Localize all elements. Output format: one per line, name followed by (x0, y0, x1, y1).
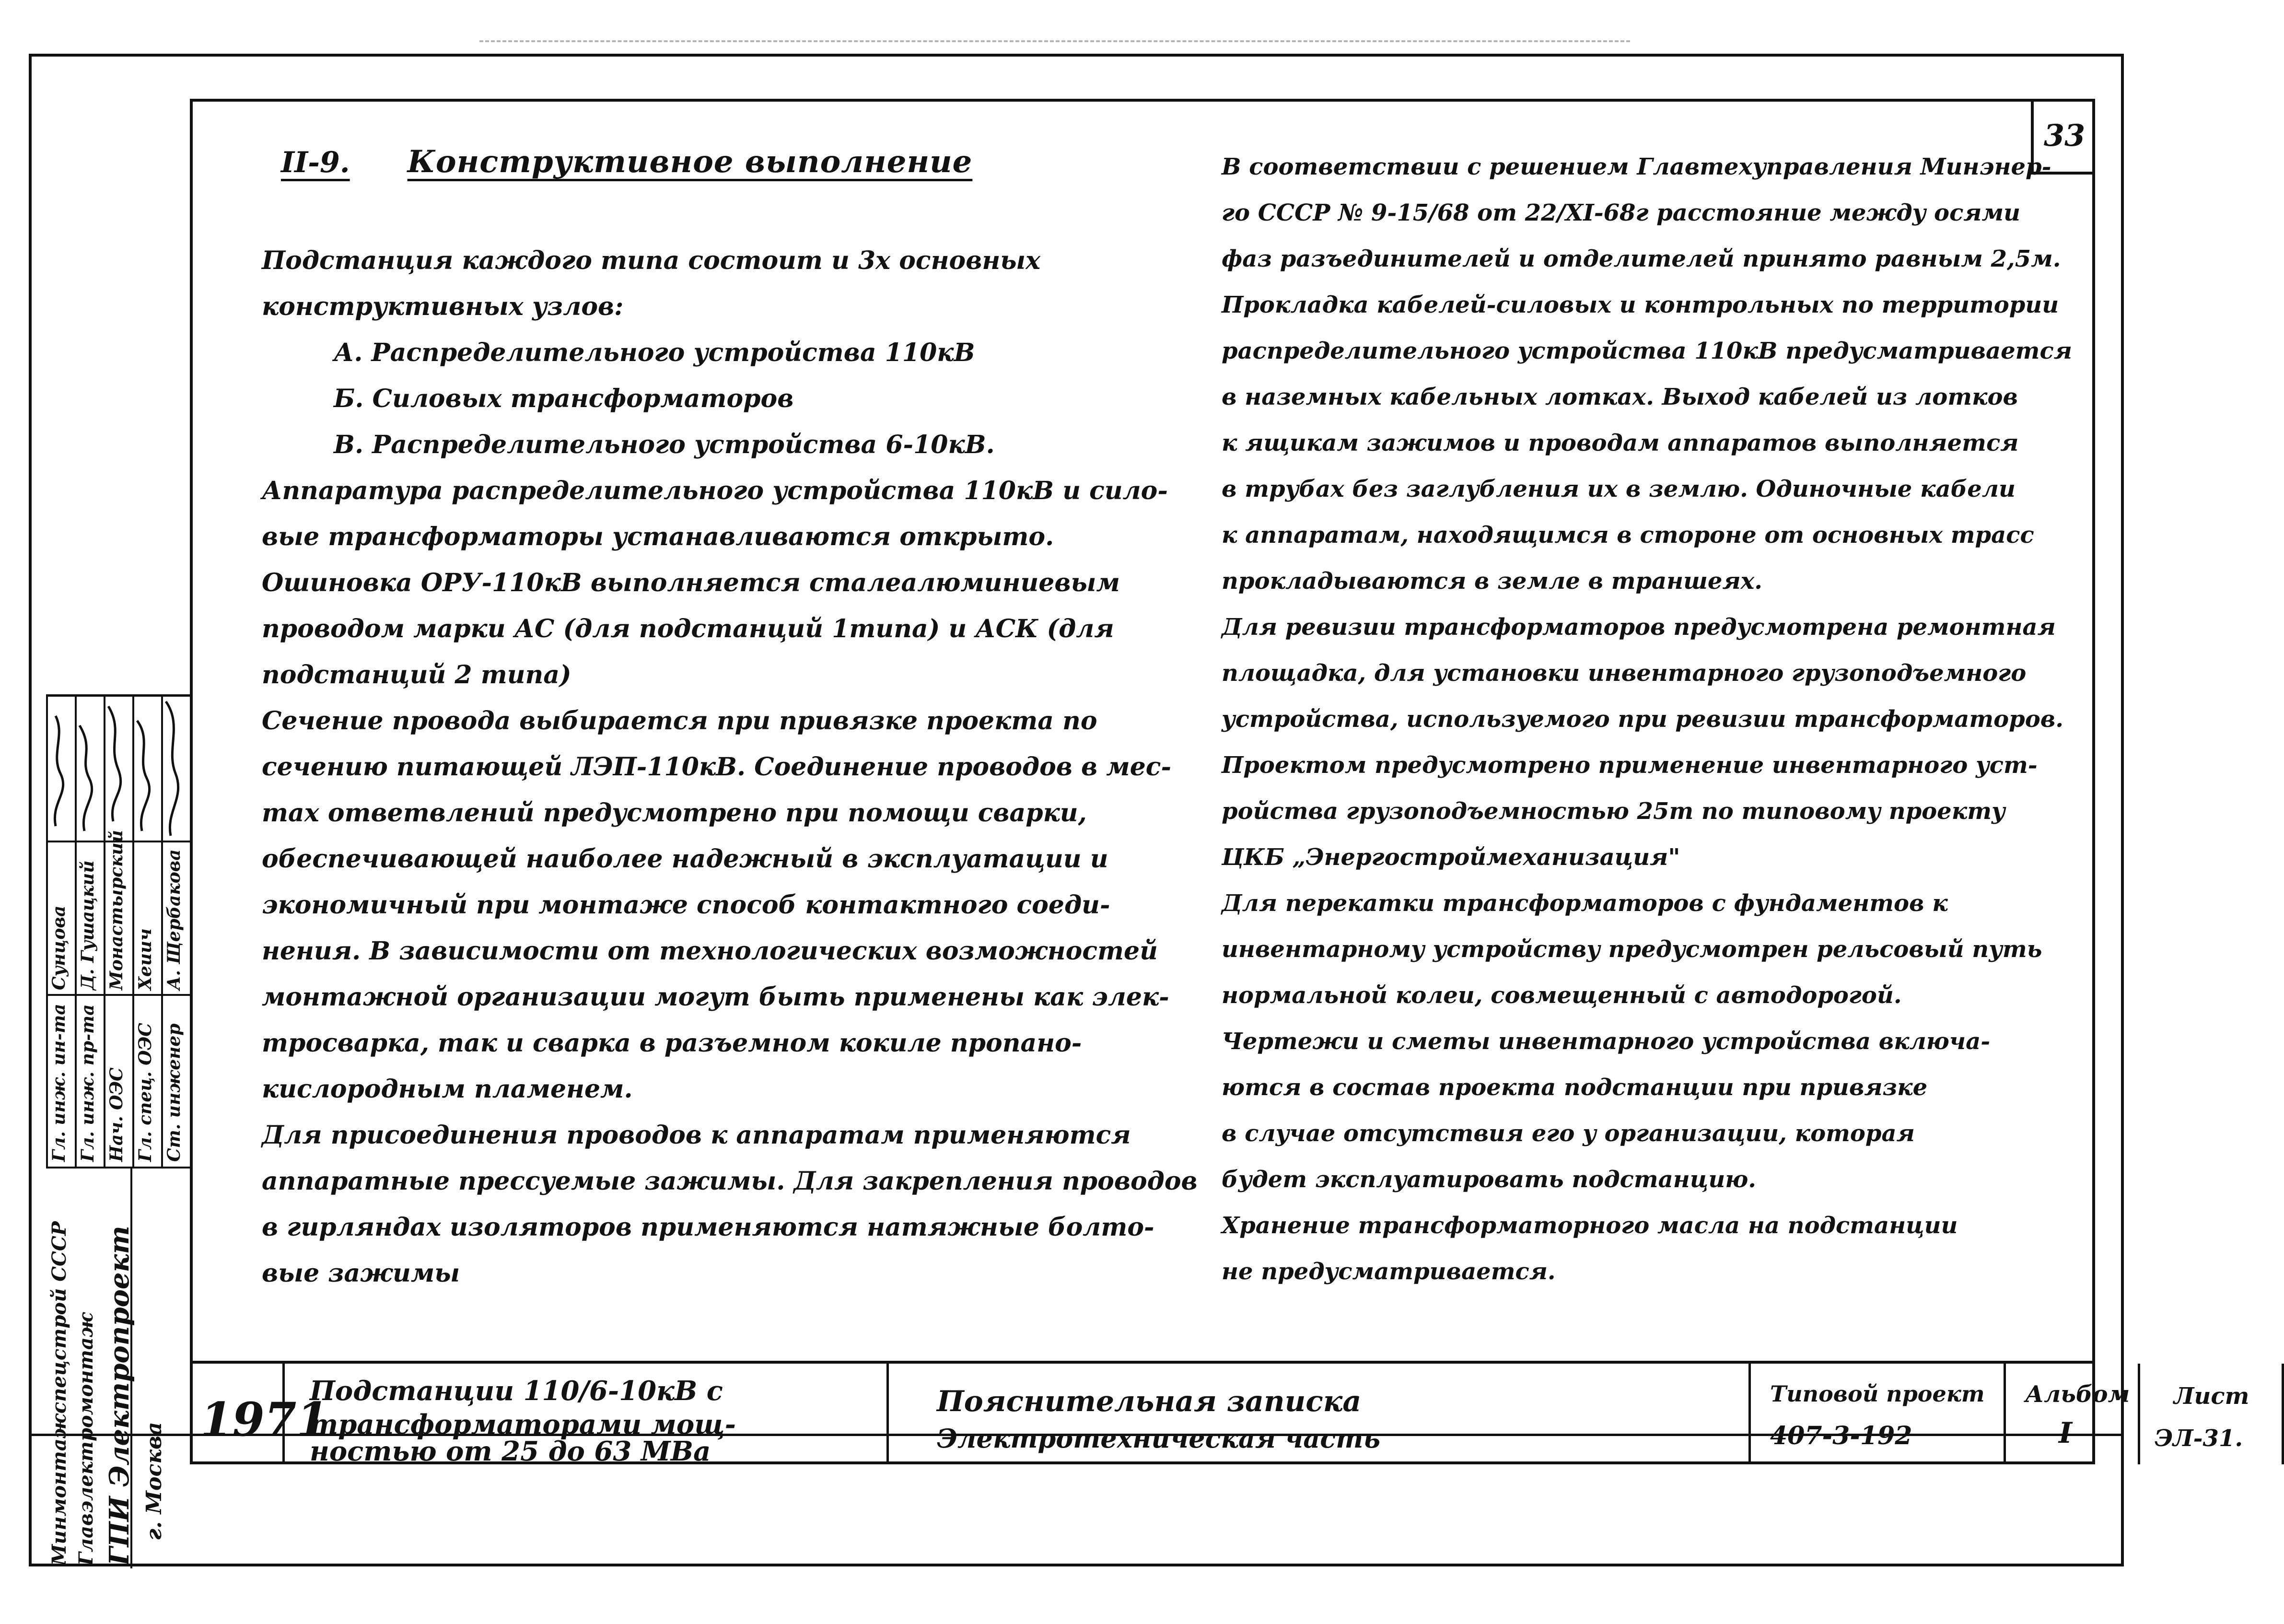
right-text-column (1222, 144, 2072, 1295)
text-line: кислородным пламенем. (262, 1075, 633, 1104)
project-label: Типовой проект (1770, 1381, 1985, 1407)
stamp-org-ministry: Минмонтажспецстрой СССР (48, 1221, 70, 1566)
text-line: прокладываются в земле в траншеях. (1222, 568, 1762, 595)
text-line: тах ответвлений предусмотрено при помощи сварки, (262, 798, 1087, 828)
text-line: Б. Силовых трансформаторов (334, 384, 794, 413)
stamp-role: Гл. спец. ОЭС (135, 1023, 155, 1162)
section-title: Конструктивное выполнение (407, 144, 973, 180)
album-value: I (2059, 1416, 2073, 1450)
subject-line: трансформаторами мощ- (310, 1409, 736, 1440)
text-line: Хранение трансформаторного масла на подстанции (1222, 1212, 1958, 1239)
text-line: площадка, для установки инвентарного грузоподъемного (1222, 660, 2027, 687)
text-line: вые трансформаторы устанавливаются открыто. (262, 522, 1054, 551)
text-line: Для ревизии трансформаторов предусмотрена ремонтная (1222, 614, 2056, 641)
document-subtitle: Электротехническая часть (937, 1423, 1380, 1454)
text-line: нормальной колеи, совмещенный с автодорогой. (1222, 982, 1902, 1009)
title-block-subject-cell (285, 1364, 889, 1467)
text-line: устройства, используемого при ревизии трансформаторов. (1222, 706, 2063, 733)
text-line: обеспечивающей наиболее надежный в эксплуатации и (262, 844, 1108, 874)
stamp-name: Сунцова (49, 905, 69, 990)
text-line: А. Распределительного устройства 110кВ (334, 338, 975, 367)
text-line: не предусматривается. (1222, 1258, 1556, 1285)
album-label: Альбом (2025, 1381, 2130, 1408)
text-line: Прокладка кабелей-силовых и контрольных по территории (1222, 292, 2059, 318)
text-line: экономичный при монтаже способ контактного соеди- (262, 890, 1110, 920)
project-number: 407-3-192 (1770, 1421, 1912, 1450)
text-line: к ящикам зажимов и проводам аппаратов выполняется (1222, 430, 2019, 456)
text-line: В соответствии с решением Главтехуправления Минэнер- (1222, 153, 2051, 180)
stamp-org-institute: ГПИ Электропроект (104, 1226, 135, 1566)
section-heading (281, 144, 972, 187)
handwritten-signatures (46, 697, 190, 841)
text-line: инвентарному устройству предусмотрен рельсовый путь (1222, 936, 2042, 963)
approval-stamp (46, 694, 190, 1566)
subject-line: ностью от 25 до 63 МВа (310, 1436, 711, 1467)
text-line: сечению питающей ЛЭП-110кВ. Соединение проводов в мес- (262, 752, 1172, 782)
text-line: вые зажимы (262, 1259, 460, 1288)
sheet-label: Лист (2174, 1383, 2249, 1410)
sheet-value: ЭЛ-31. (2155, 1425, 2243, 1452)
stamp-divider (46, 1167, 190, 1168)
text-line: Подстанция каждого типа состоит и 3х основных (262, 246, 1041, 275)
stamp-role: Ст. инженер (164, 1023, 184, 1162)
title-block-document-cell (889, 1364, 1751, 1464)
text-line: к аппаратам, находящимся в стороне от основных трасс (1222, 522, 2034, 549)
document-title: Пояснительная записка (937, 1385, 1362, 1418)
section-number: II-9. (281, 146, 350, 179)
stamp-org-city: г. Москва (142, 1422, 166, 1541)
title-block-album-cell (2006, 1364, 2140, 1464)
stamp-role: Гл. инж. ин-та (49, 1004, 69, 1162)
text-line: в трубах без заглубления их в землю. Одиночные кабели (1222, 476, 2016, 502)
scan-artifact (479, 40, 1630, 42)
title-block (190, 1361, 2249, 1467)
text-line: конструктивных узлов: (262, 292, 624, 321)
text-line: проводом марки АС (для подстанций 1типа) и АСК (для (262, 614, 1114, 643)
text-line: ются в состав проекта подстанции при привязке (1222, 1074, 1928, 1101)
text-line: ройства грузоподъемностью 25т по типовому проекту (1222, 798, 2005, 825)
stamp-name: А. Щербакова (164, 849, 184, 990)
stamp-name: Д. Гушацкий (78, 860, 98, 990)
text-line: Ошиновка ОРУ-110кВ выполняется сталеалюминиевым (262, 568, 1120, 597)
text-line: Сечение провода выбирается при привязке проекта по (262, 706, 1097, 736)
text-line: го СССР № 9-15/68 от 22/XI-68г расстояние между осями (1222, 199, 2021, 226)
subject-line: Подстанции 110/6-10кВ с (310, 1375, 723, 1407)
sheet-number: 33 (2031, 99, 2095, 175)
text-line: подстанций 2 типа) (262, 660, 571, 689)
text-line: Проектом предусмотрено применение инвентарного уст- (1222, 752, 2038, 779)
text-line: в наземных кабельных лотках. Выход кабелей из лотков (1222, 384, 2018, 410)
text-line: в случае отсутствия его у организации, которая (1222, 1120, 1915, 1147)
left-text-column (262, 238, 1198, 1297)
year: 1971 (200, 1392, 329, 1447)
text-line: Аппаратура распределительного устройства 110кВ и сило- (262, 476, 1168, 505)
text-line: Для перекатки трансформаторов с фундаментов к (1222, 890, 1948, 917)
stamp-signature-grid (46, 697, 190, 1167)
stamp-org-department: Главэлектромонтаж (75, 1312, 97, 1566)
text-line: будет эксплуатировать подстанцию. (1222, 1166, 1756, 1193)
text-line: фаз разъединителей и отделителей принято равным 2,5м. (1222, 245, 2061, 272)
stamp-role: Гл. инж. пр-та (78, 1004, 98, 1162)
text-line: аппаратные прессуемые зажимы. Для закрепления проводов (262, 1167, 1198, 1196)
text-line: тросварка, так и сварка в разъемном кокиле пропано- (262, 1028, 1082, 1058)
stamp-name: Хеиич (135, 928, 155, 990)
text-line: монтажной организации могут быть применены как элек- (262, 982, 1169, 1012)
text-line: распределительного устройства 110кВ предусматривается (1222, 338, 2072, 364)
title-block-sheet-cell (2140, 1364, 2284, 1464)
title-block-year-cell (190, 1364, 329, 1464)
text-line: В. Распределительного устройства 6-10кВ. (334, 430, 995, 459)
text-line: ЦКБ „Энергостроймеханизация" (1222, 844, 1680, 871)
text-line: в гирляндах изоляторов применяются натяжные болто- (262, 1213, 1154, 1242)
stamp-role: Нач. ОЭС (106, 1067, 127, 1162)
text-line: нения. В зависимости от технологических возможностей (262, 936, 1158, 966)
title-block-project-cell (1751, 1364, 2006, 1464)
text-line: Для присоединения проводов к аппаратам применяются (262, 1121, 1131, 1150)
stamp-divider (130, 1167, 132, 1568)
stamp-name: Монастырский (106, 830, 127, 990)
text-line: Чертежи и сметы инвентарного устройства включа- (1222, 1028, 1991, 1055)
